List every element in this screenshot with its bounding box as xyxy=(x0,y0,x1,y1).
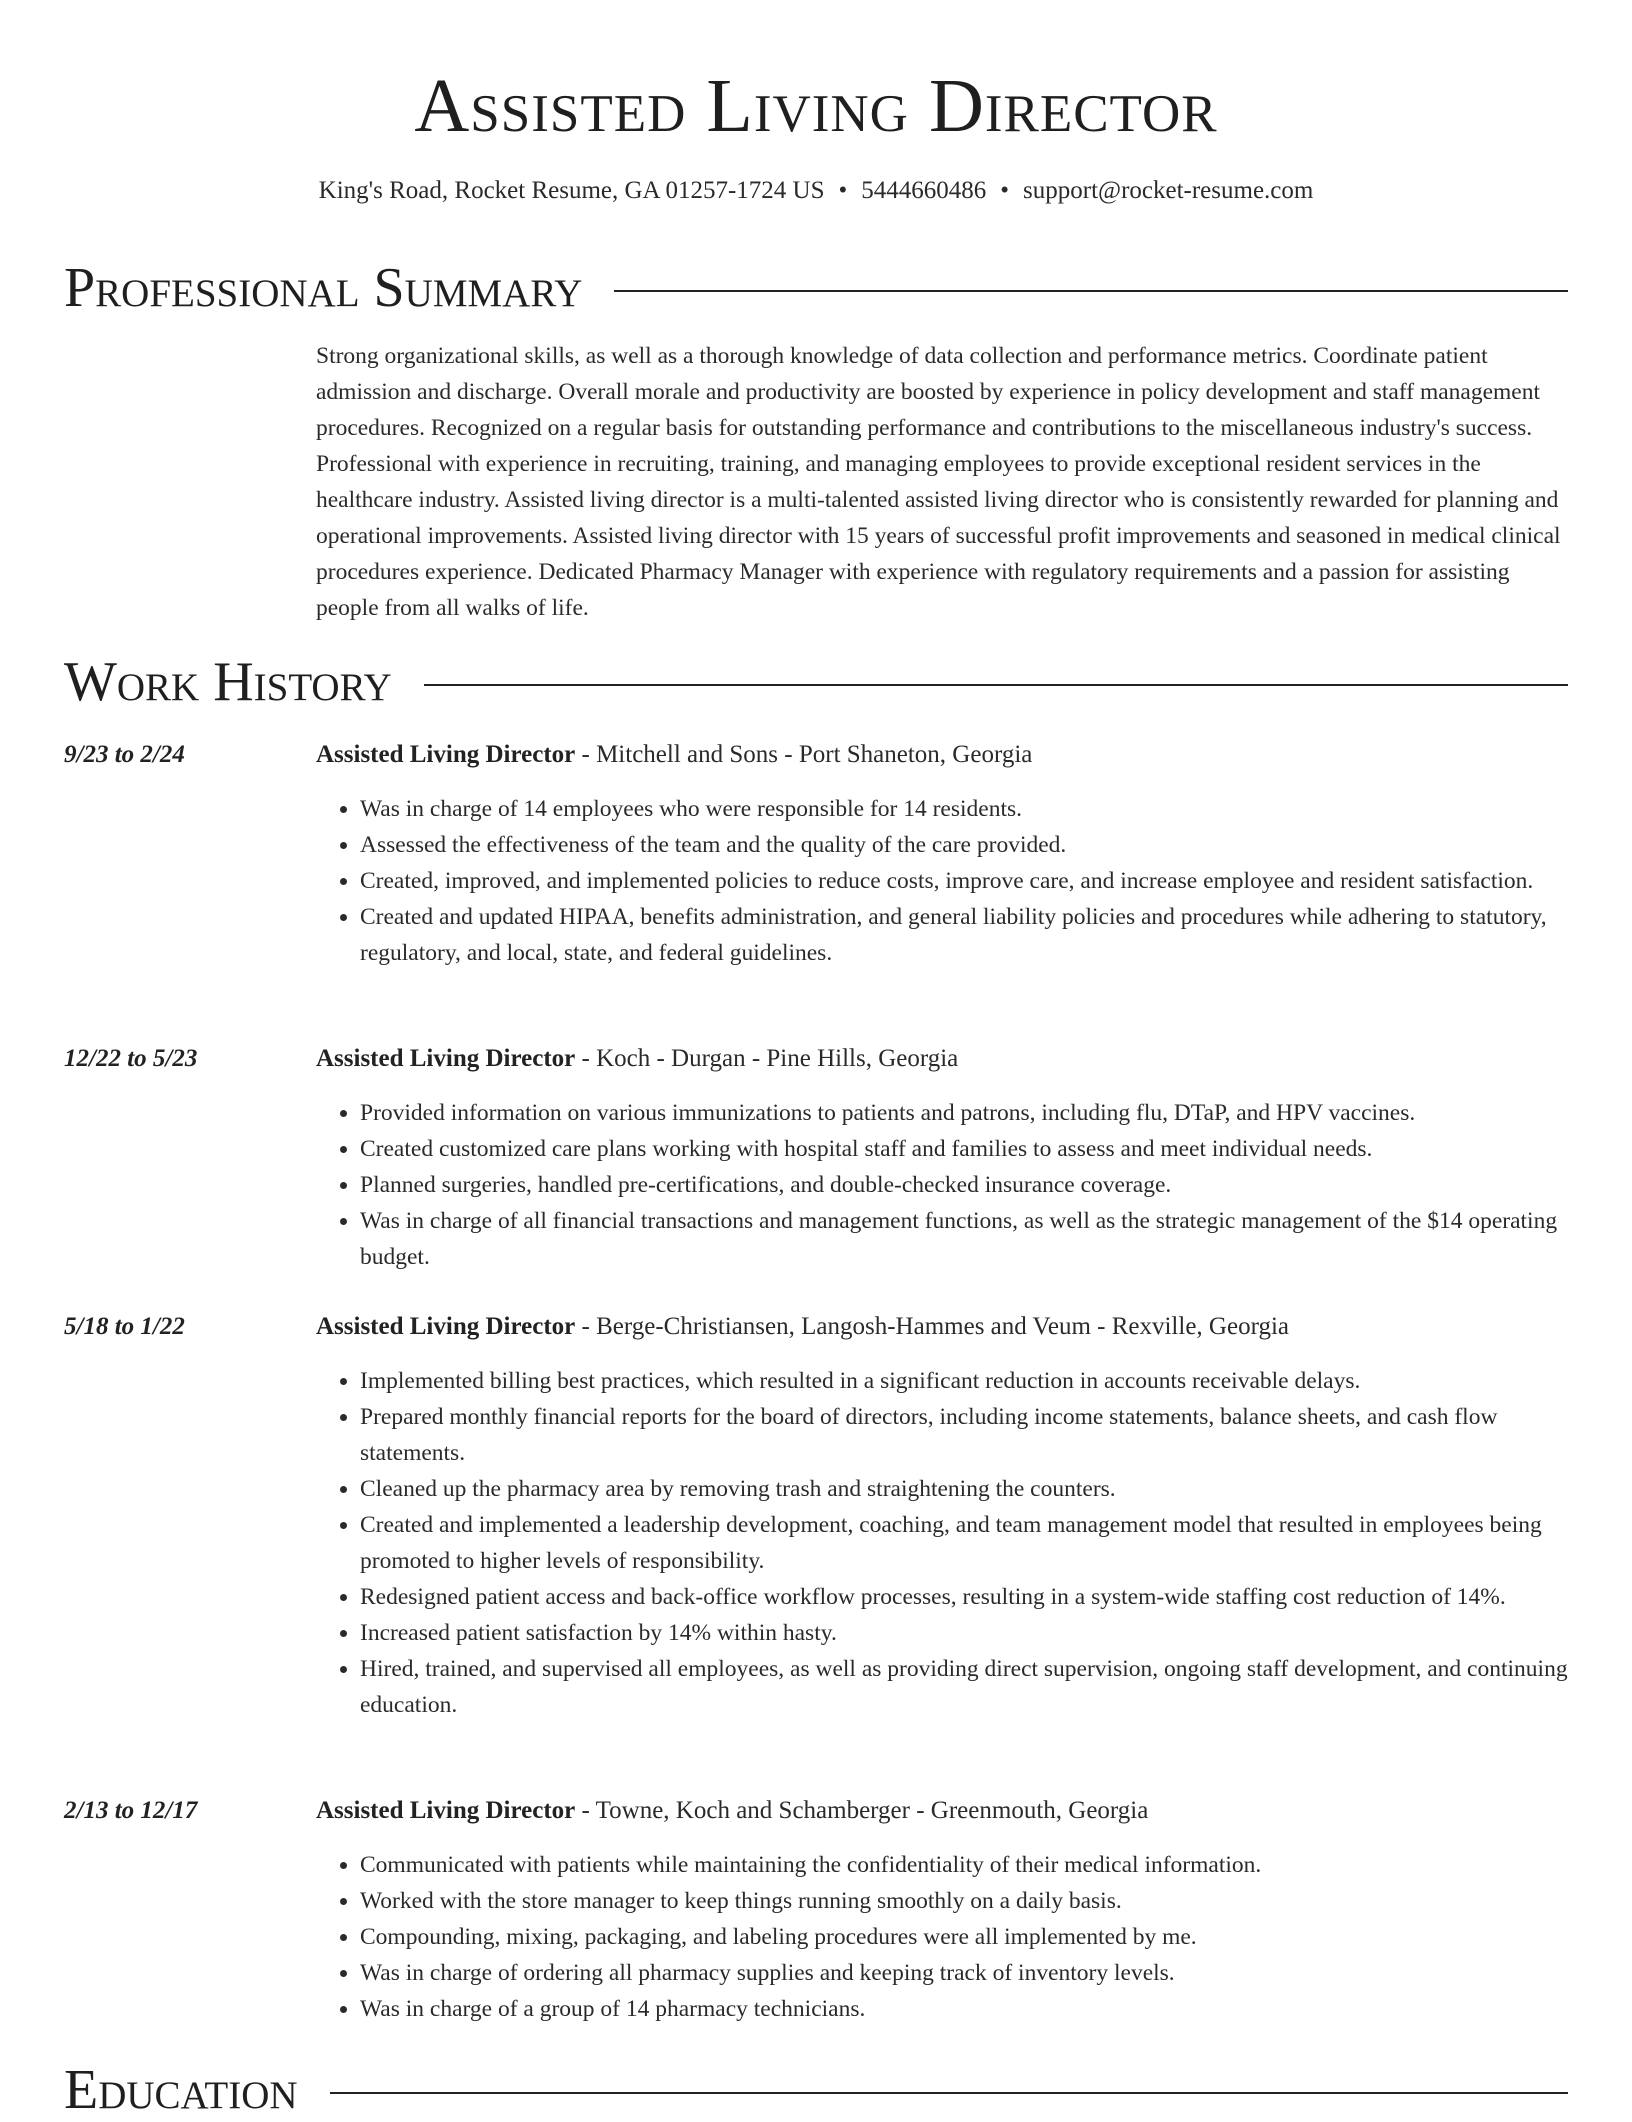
job-bullet: • Hired, trained, and supervised all employees, as well as providing direct supervision, ongoing staff development, and continuing education. xyxy=(360,1651,1568,1723)
summary-section-header xyxy=(64,256,1568,320)
job-bullet: • Created and implemented a leadership development, coaching, and team management model that resulted in employees being promoted to higher levels of responsibility. xyxy=(360,1507,1568,1579)
job-bullet: • Increased patient satisfaction by 14% within hasty. xyxy=(360,1615,1568,1651)
summary-text: Strong organizational skills, as well as a thorough knowledge of data collection and performance metrics. Coordinate patient admission and discharge. Overall morale and productivity are boosted by experience in policy development and staff management procedures. Recognized on a regular basis for outstanding performance and contributions to the miscellaneous industry's success. Professional with experience in recruiting, training, and managing employees to provide exceptional resident services in the healthcare industry. Assisted living director is a multi-talented assisted living director who is consistently rewarded for planning and operational improvements. Assisted living director with 15 years of successful profit improvements and seasoned in medical clinical procedures experience. Dedicated Pharmacy Manager with experience with regulatory requirements and a passion for assisting people from all walks of life. xyxy=(316,343,1561,621)
job-title: Assisted Living Director xyxy=(316,1045,576,1072)
job-bullets xyxy=(316,791,1568,971)
section-divider xyxy=(424,684,1568,686)
job-heading xyxy=(316,1311,1568,1343)
job-bullet: • Created customized care plans working with hospital staff and families to assess and meet individual needs. xyxy=(360,1131,1568,1167)
job-bullet: • Redesigned patient access and back-office workflow processes, resulting in a system-wide staffing cost reduction of 14%. xyxy=(360,1579,1568,1615)
education-section-header xyxy=(64,2058,1568,2122)
job-bullet: • Planned surgeries, handled pre-certifications, and double-checked insurance coverage. xyxy=(360,1167,1568,1203)
job-dates: 2/13 to 12/17 xyxy=(64,1797,198,1824)
section-divider xyxy=(614,290,1568,292)
job-bullet: • Was in charge of 14 employees who were responsible for 14 residents. xyxy=(360,791,1568,827)
job-bullet: • Worked with the store manager to keep things running smoothly on a daily basis. xyxy=(360,1883,1568,1919)
job-dates: 9/23 to 2/24 xyxy=(64,741,185,768)
job-entry xyxy=(64,1043,1568,1275)
job-entry xyxy=(64,1311,1568,1723)
contact-separator: • xyxy=(838,177,848,204)
contact-separator: • xyxy=(1000,177,1010,204)
contact-email: support@rocket-resume.com xyxy=(1023,177,1314,204)
job-bullet: • Was in charge of a group of 14 pharmacy technicians. xyxy=(360,1991,1568,2027)
job-bullets xyxy=(316,1363,1568,1723)
contact-phone: 5444660486 xyxy=(861,177,987,204)
job-header xyxy=(64,739,1568,771)
job-bullets xyxy=(316,1095,1568,1275)
job-dates: 12/22 to 5/23 xyxy=(64,1045,198,1072)
candidate-name: Assisted Living Director xyxy=(414,64,1218,148)
job-bullets xyxy=(316,1847,1568,2027)
job-bullet: • Was in charge of ordering all pharmacy supplies and keeping track of inventory levels. xyxy=(360,1955,1568,1991)
work-heading: Work History xyxy=(64,651,392,713)
job-title: Assisted Living Director xyxy=(316,1313,576,1340)
job-company: - Koch - Durgan - Pine Hills, Georgia xyxy=(575,1045,959,1072)
job-bullet: • Cleaned up the pharmacy area by removing trash and straightening the counters. xyxy=(360,1471,1568,1507)
job-dates: 5/18 to 1/22 xyxy=(64,1313,185,1340)
job-bullet: • Prepared monthly financial reports for the board of directors, including income statements, balance sheets, and cash flow statements. xyxy=(360,1399,1568,1471)
education-heading: Education xyxy=(64,2059,298,2121)
job-bullet: • Provided information on various immunizations to patients and patrons, including flu, DTaP, and HPV vaccines. xyxy=(360,1095,1568,1131)
section-divider xyxy=(330,2092,1568,2094)
job-bullet: • Compounding, mixing, packaging, and labeling procedures were all implemented by me. xyxy=(360,1919,1568,1955)
job-entry xyxy=(64,739,1568,971)
job-entry xyxy=(64,1795,1568,2027)
job-title: Assisted Living Director xyxy=(316,1797,576,1824)
job-company: - Towne, Koch and Schamberger - Greenmouth, Georgia xyxy=(575,1797,1149,1824)
job-bullet: • Created, improved, and implemented policies to reduce costs, improve care, and increase employee and resident satisfaction. xyxy=(360,863,1568,899)
job-header xyxy=(64,1311,1568,1343)
job-bullet: • Created and updated HIPAA, benefits administration, and general liability policies and procedures while adhering to statutory, regulatory, and local, state, and federal guidelines. xyxy=(360,899,1568,971)
job-title: Assisted Living Director xyxy=(316,741,576,768)
summary-heading: Professional Summary xyxy=(64,257,583,319)
work-section-header xyxy=(64,650,1568,714)
job-bullet: • Assessed the effectiveness of the team and the quality of the care provided. xyxy=(360,827,1568,863)
job-heading xyxy=(316,739,1568,771)
contact-address: King's Road, Rocket Resume, GA 01257-1724 US xyxy=(318,177,825,204)
contact-line xyxy=(0,175,1632,207)
job-header xyxy=(64,1795,1568,1827)
job-heading xyxy=(316,1043,1568,1075)
job-heading xyxy=(316,1795,1568,1827)
job-bullet: • Was in charge of all financial transactions and management functions, as well as the strategic management of the $14 operating budget. xyxy=(360,1203,1568,1275)
job-bullet: • Communicated with patients while maintaining the confidentiality of their medical information. xyxy=(360,1847,1568,1883)
job-company: - Berge-Christiansen, Langosh-Hammes and Veum - Rexville, Georgia xyxy=(575,1313,1289,1340)
job-company: - Mitchell and Sons - Port Shaneton, Georgia xyxy=(575,741,1033,768)
job-bullet: • Implemented billing best practices, which resulted in a significant reduction in accounts receivable delays. xyxy=(360,1363,1568,1399)
job-header xyxy=(64,1043,1568,1075)
